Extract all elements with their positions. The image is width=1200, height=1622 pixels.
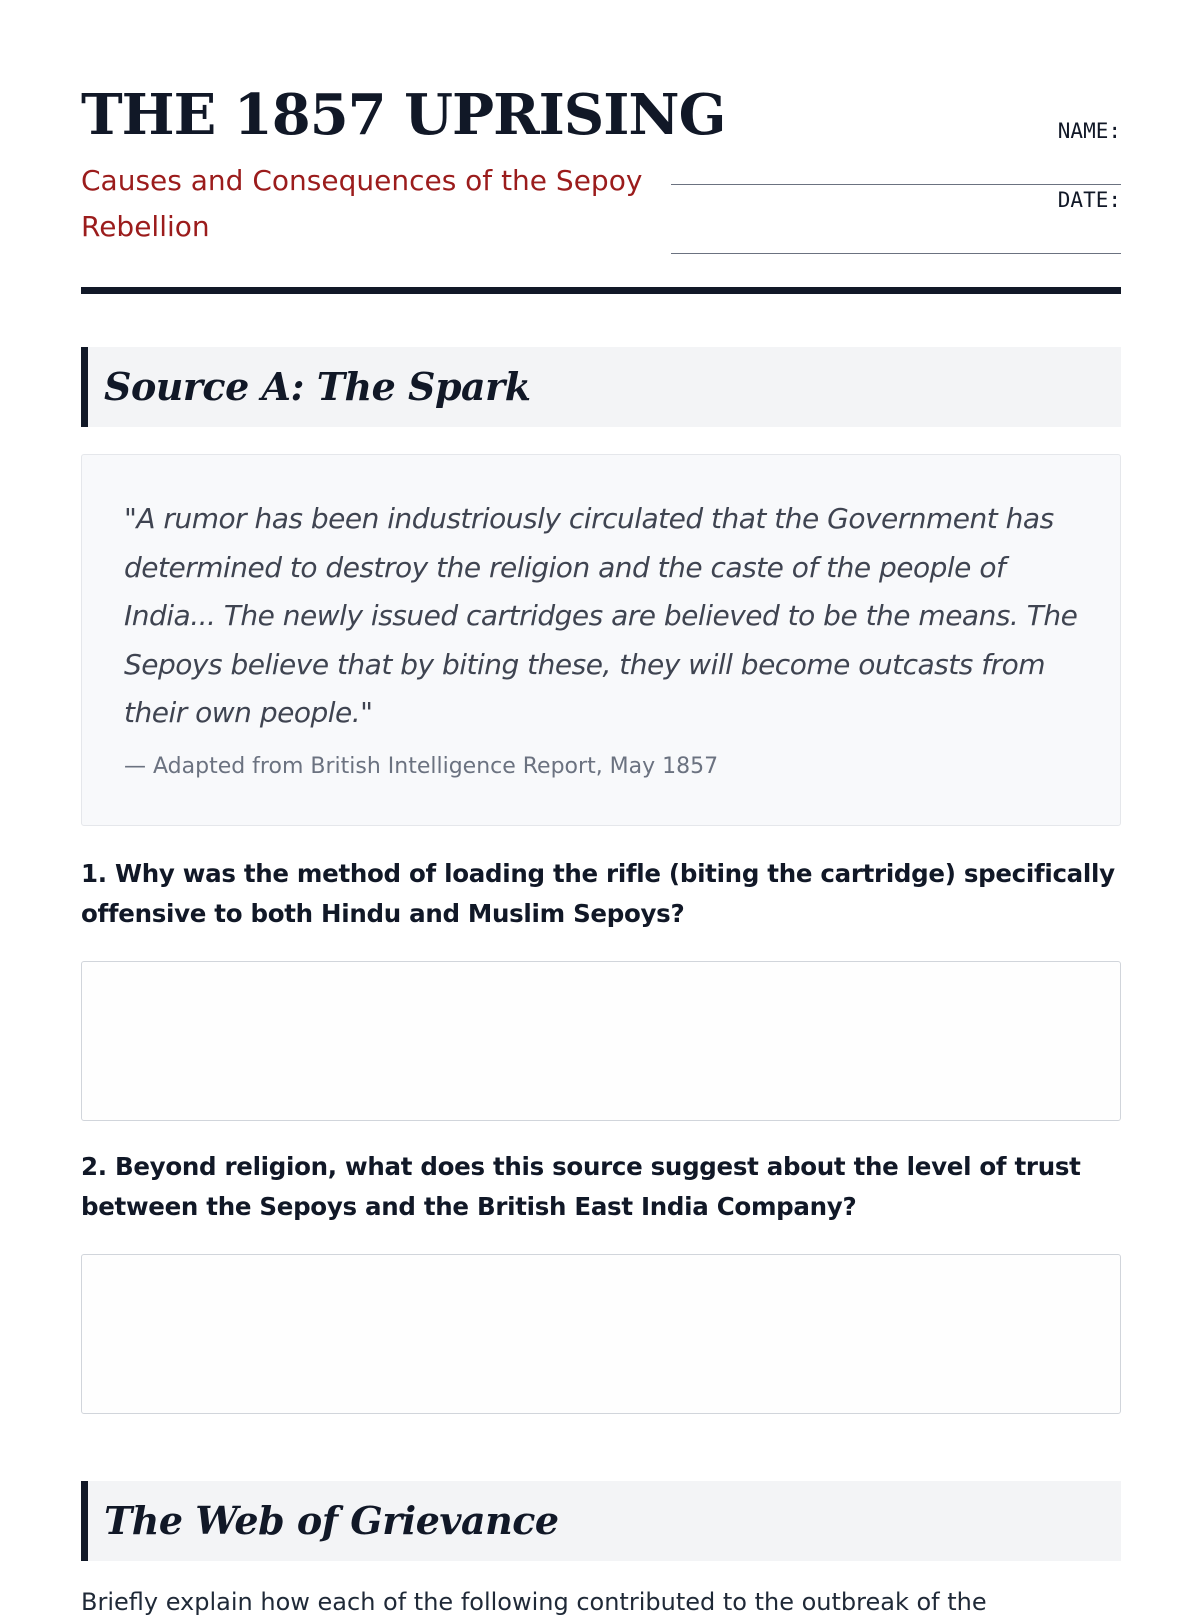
date-field[interactable]	[671, 185, 1121, 254]
section-header-web-of-grievance	[81, 1481, 1121, 1561]
section-intro: Briefly explain how each of the following contributed to the outbreak of the	[81, 1588, 987, 1616]
header-divider	[81, 287, 1121, 294]
date-label: DATE:	[1057, 188, 1121, 212]
question-1: 1. Why was the method of loading the rifle (biting the cartridge) specifically offensive to both Hindu and Muslim Sepoys?	[81, 859, 1115, 928]
section-header-source-a	[81, 347, 1121, 427]
page-subtitle: Causes and Consequences of the Sepoy Rebellion	[81, 164, 643, 243]
source-quote: "A rumor has been industriously circulated that the Government has determined to destroy the religion and the caste of the people of India... The newly issued cartridges are believed to be the means. The Sepoys believe that by biting these, they will become outcasts from their own people."	[124, 502, 1078, 729]
section-title-web-of-grievance: The Web of Grievance	[104, 1498, 559, 1543]
worksheet-header	[81, 82, 1121, 294]
name-field[interactable]	[671, 116, 1121, 185]
answer-box-1[interactable]	[81, 961, 1121, 1121]
name-label: NAME:	[1057, 119, 1121, 143]
section-title-source-a: Source A: The Spark	[104, 364, 531, 409]
student-info	[671, 116, 1121, 254]
source-quote-box	[81, 454, 1121, 826]
answer-box-2[interactable]	[81, 1254, 1121, 1414]
page-title: THE 1857 UPRISING	[81, 82, 726, 148]
question-2: 2. Beyond religion, what does this source suggest about the level of trust between the Sepoys and the British East India Company?	[81, 1152, 1081, 1221]
source-citation: — Adapted from British Intelligence Report, May 1857	[124, 754, 719, 779]
